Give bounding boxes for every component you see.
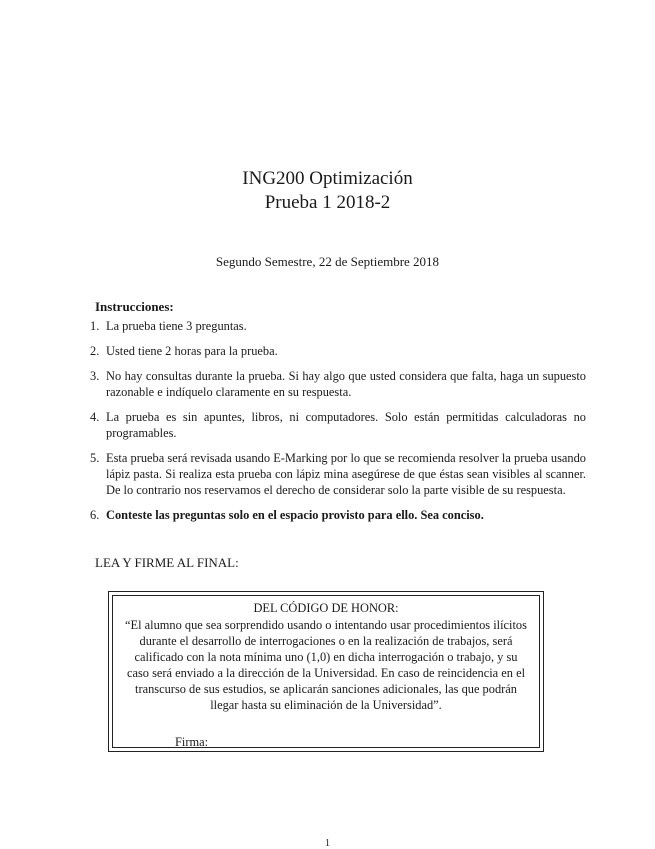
instruction-item: [90, 343, 586, 359]
instruction-number: 3.: [90, 369, 100, 383]
instruction-number: 4.: [90, 410, 100, 424]
instruction-text: La prueba es sin apuntes, libros, ni computadores. Solo están permitidas calculadoras no programables.: [106, 410, 586, 440]
signature-label: Firma:: [175, 735, 209, 749]
instruction-text: Esta prueba será revisada usando E-Marking por lo que se recomienda resolver la prueba usando lápiz pasta. Si realiza esta prueba con lápiz mina asegúrese de que éstas sean visibles al scanner. De lo contrario nos reservamos el derecho de considerar solo la parte visible de su respuesta.: [106, 451, 586, 497]
instructions-heading: Instrucciones:: [95, 299, 174, 314]
instruction-item: [90, 368, 586, 400]
instruction-text: Conteste las preguntas solo en el espacio provisto para ello. Sea conciso.: [106, 508, 484, 522]
read-and-sign-label: LEA Y FIRME AL FINAL:: [95, 555, 239, 570]
instruction-item: [90, 507, 586, 523]
signature-line[interactable]: [209, 747, 487, 748]
course-title: ING200 Optimización: [242, 168, 413, 189]
instruction-item: [90, 450, 586, 498]
instruction-number: 5.: [90, 451, 100, 465]
instruction-item: [90, 318, 586, 334]
instruction-text: No hay consultas durante la prueba. Si hay algo que usted considera que falta, haga un supuesto razonable e indíquelo claramente en su respuesta.: [106, 369, 586, 399]
honor-code-inner-frame: [112, 595, 540, 748]
honor-code-box: [108, 591, 544, 752]
instruction-text: La prueba tiene 3 preguntas.: [106, 319, 247, 333]
instruction-text: Usted tiene 2 horas para la prueba.: [106, 344, 278, 358]
instruction-item: [90, 409, 586, 441]
instructions-list: [90, 318, 586, 523]
instruction-number: 1.: [90, 319, 100, 333]
instruction-number: 6.: [90, 508, 100, 522]
exam-title: Prueba 1 2018-2: [264, 192, 391, 213]
page-number: 1: [325, 838, 330, 849]
honor-code-title: DEL CÓDIGO DE HONOR:: [253, 601, 399, 615]
exam-date: Segundo Semestre, 22 de Septiembre 2018: [215, 254, 440, 269]
instruction-number: 2.: [90, 344, 100, 358]
honor-code-text: “El alumno que sea sorprendido usando o intentando usar procedimientos ilícitos durante el desarrollo de interrogaciones o en la realización de trabajos, será calificado con la nota mínima uno (1,0) en dicha interrogación o trabajo, y su caso será enviado a la dirección de la Universidad. En caso de reincidencia en el transcurso de sus estudios, se aplicarán sanciones adicionales, las que podrán llegar hasta su eliminación de la Universidad”.: [125, 618, 527, 712]
